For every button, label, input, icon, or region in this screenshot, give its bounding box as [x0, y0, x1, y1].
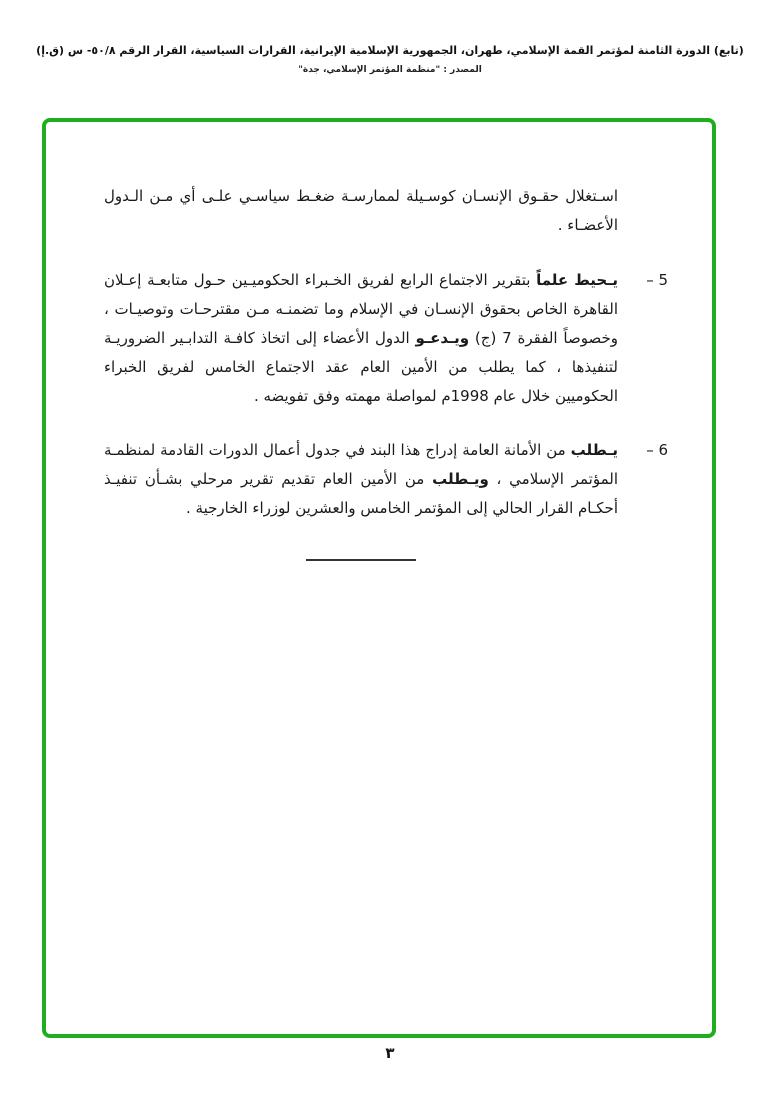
- item-5-number: – 5: [646, 271, 668, 289]
- item-6-paragraph: [104, 436, 618, 523]
- list-item-5: [104, 266, 668, 411]
- item-6-text-1: من الأمانة العامة إدراج هذا البند في جدول أعمال الدورات القادمة لمنظمـة المؤتمر الإسلامي ،: [104, 441, 618, 488]
- end-divider-line: [306, 559, 416, 561]
- item-5-paragraph: [104, 266, 618, 411]
- document-body: [46, 122, 712, 561]
- header-title-line: (تابع) الدورة الثامنة لمؤتمر القمة الإسلامي، طهران، الجمهورية الإسلامية الإيرانية، القرارات السياسية، القرار الرقم ٥٠/٨- س (ق.إ): [36, 44, 744, 57]
- content-border-box: [42, 118, 716, 1038]
- intro-paragraph: اسـتغلال حقـوق الإنسـان كوسـيلة لممارسـة ضغـط سياسـي علـى أي مـن الـدول الأعضـاء .: [104, 187, 618, 234]
- item-6-text-2: من الأمين العام تقديم تقرير مرحلي بشـأن تنفيـذ أحكـام القرار الحالي إلى المؤتمر الخامس والعشرين لوزراء الخارجية .: [104, 470, 618, 517]
- item-5-text-2: الدول الأعضاء إلى اتخاذ كافـة التدابـير الضروريـة لتنفيذها ، كما يطلب من الأمين العام عقد الاجتماع الخامس لفريق الخبراء الحكوميين خلال عام 1998م لمواصلة مهمته وفق تفويضه .: [104, 329, 618, 405]
- header-source-line: المصدر : "منظمة المؤتمر الإسلامي، جدة": [298, 65, 482, 75]
- item-6-lead-bold: يـطلب: [570, 441, 618, 459]
- item-5-lead-bold: يـحيط علماً: [536, 271, 618, 289]
- item-5-text-1: بتقرير الاجتماع الرابع لفريق الخـبراء الحكوميـين حـول متابعـة إعـلان القاهرة الخاص بحقوق الإنسـان في الإسلام وما تضمنـه مـن مقترحـات وتوصيـات ، وخصوصاً الفقرة 7 (ج): [104, 271, 618, 347]
- item-6-bold-2: ويـطلب: [432, 470, 489, 488]
- document-header: [0, 44, 780, 75]
- item-5-bold-2: ويـدعـو: [415, 329, 470, 347]
- list-item-6: [104, 436, 668, 523]
- page-number: ٣: [385, 1044, 395, 1062]
- item-6-number: – 6: [646, 441, 668, 459]
